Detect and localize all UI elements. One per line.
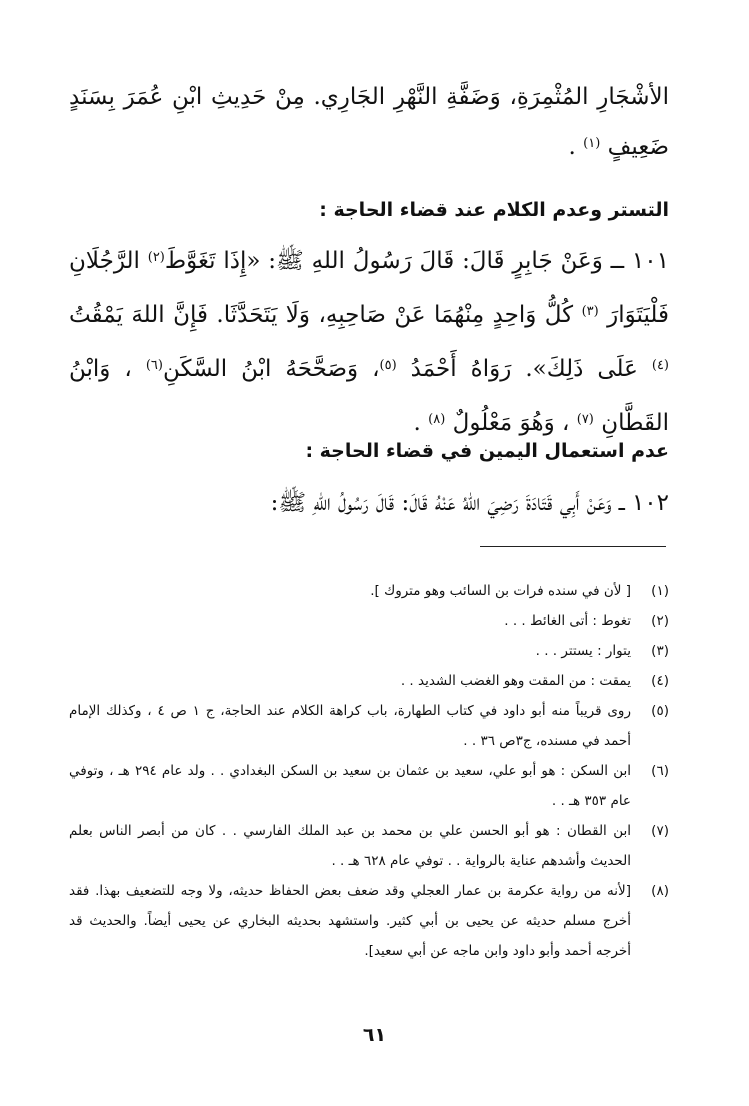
footnote-ref: (١) [583, 136, 601, 151]
hadith-number: ١٠٢ ــ [618, 490, 669, 516]
footnote-number: (١) [651, 583, 669, 599]
footnote-ref: (٥) [379, 358, 397, 373]
footnotes-list [69, 576, 669, 966]
footnote-item [69, 696, 669, 756]
footnote-number: (٢) [651, 613, 669, 629]
footnote-separator [480, 546, 666, 547]
hadith-text: ، وَهُوَ مَعْلُولٌ [452, 410, 577, 436]
hadith-text: وَعَنْ أَبِي قَتَادَةَ رَضِيَ اللهُ عَنْهُ قَالَ: قَالَ رَسُولُ اللهِ ﷺ: [270, 490, 619, 516]
footnote-number: (٣) [651, 643, 669, 659]
footnote-text: [ لأن في سنده فرات بن السائب وهو متروك ]. [370, 583, 631, 599]
hadith-101 [69, 236, 669, 452]
footnote-ref: (٤) [651, 358, 669, 373]
footnote-ref: (٦) [145, 358, 163, 373]
section-heading-right-hand: عدم استعمال اليمين في قضاء الحاجة : [305, 440, 669, 462]
footnote-number: (٨) [651, 883, 669, 899]
footnote-item [69, 816, 669, 876]
footnote-item [69, 606, 669, 636]
footnote-text: [لأنه من رواية عكرمة بن عمار العجلي وقد ضعف بعض الحفاظ حديثه، ولا وجه للتضعيف بهذا. فقد أخرج مسلم حديثه عن يحيى بن أبي كثير. واستشهد بحديثه البخاري عن يحيى أيضاً. والحديث قد أخرجه أحمد وأبو داود وابن ماجه عن أبي سعيد]. [69, 883, 631, 959]
footnote-text: ابن السكن : هو أبو علي، سعيد بن عثمان بن سعيد بن السكن البغدادي . . ولد عام ٢٩٤ هـ ، وتوفي عام ٣٥٣ هـ . . [69, 763, 631, 809]
footnote-item [69, 666, 669, 696]
footnote-ref: (٧) [576, 412, 594, 427]
footnote-item [69, 756, 669, 816]
hadith-text: عَلَى ذَلِكَ». رَوَاهُ أَحْمَدُ [410, 356, 652, 382]
footnote-number: (٦) [651, 763, 669, 779]
hadith-text: ، وَصَحَّحَهُ ابْنُ السَّكَنِ [162, 356, 380, 382]
hadith-text: وَعَنْ جَابِرٍ قَالَ: قَالَ رَسُولُ اللهِ ﷺ: «إِذَا تَغَوَّطَ [164, 248, 611, 274]
footnote-text: روى قريباً منه أبو داود في كتاب الطهارة، باب كراهة الكلام عند الحاجة، ج ١ ص ٤ ، وكذلك الإمام أحمد في مسنده، ج٣ص ٣٦ . . [69, 703, 631, 749]
hadith-text: . [413, 410, 429, 436]
footnote-number: (٤) [651, 673, 669, 689]
intro-text: الأشْجَارِ المُثْمِرَةِ، وَضَفَّةِ النَّهْرِ الجَارِي. مِنْ حَدِيثِ ابْنِ عُمَرَ بِسَنَدٍ ضَعِيفٍ [69, 84, 669, 160]
section-heading-concealment: التستر وعدم الكلام عند قضاء الحاجة : [319, 199, 669, 221]
footnote-ref: (٢) [147, 250, 165, 265]
footnote-item [69, 576, 669, 606]
footnote-item [69, 876, 669, 966]
hadith-number: ١٠١ ــ [610, 248, 669, 274]
hadith-text: كُلُّ وَاحِدٍ مِنْهُمَا عَنْ صَاحِبِهِ، وَلَا يَتَحَدَّثَا. فَإِنَّ اللهَ يَمْقُتُ [69, 302, 582, 328]
footnote-text: تغوط : أتى الغائط . . . [504, 613, 631, 629]
hadith-text: الرَّجُلَانِ فَلْيَتَوَارَ [69, 248, 669, 328]
page-number: ٦١ [362, 1024, 387, 1046]
footnote-item [69, 636, 669, 666]
footnote-ref: (٨) [428, 412, 446, 427]
footnote-text: ابن القطان : هو أبو الحسن علي بن محمد بن عبد الملك الفارسي . . كان من أبصر الناس بعلم الحديث وأشدهم عناية بالرواية . . توفي عام ٦٢٨ هـ . . [69, 823, 631, 869]
intro-end: . [568, 134, 584, 160]
footnote-number: (٧) [651, 823, 669, 839]
intro-paragraph [69, 72, 669, 176]
footnote-number: (٥) [651, 703, 669, 719]
hadith-102 [69, 478, 669, 528]
hadith-text: ، وَابْنُ القَطَّانِ [69, 356, 669, 436]
footnote-text: يتوار : يستتر . . . [535, 643, 631, 659]
footnote-text: يمقت : من المقت وهو الغضب الشديد . . [400, 673, 631, 689]
footnote-ref: (٣) [581, 304, 599, 319]
